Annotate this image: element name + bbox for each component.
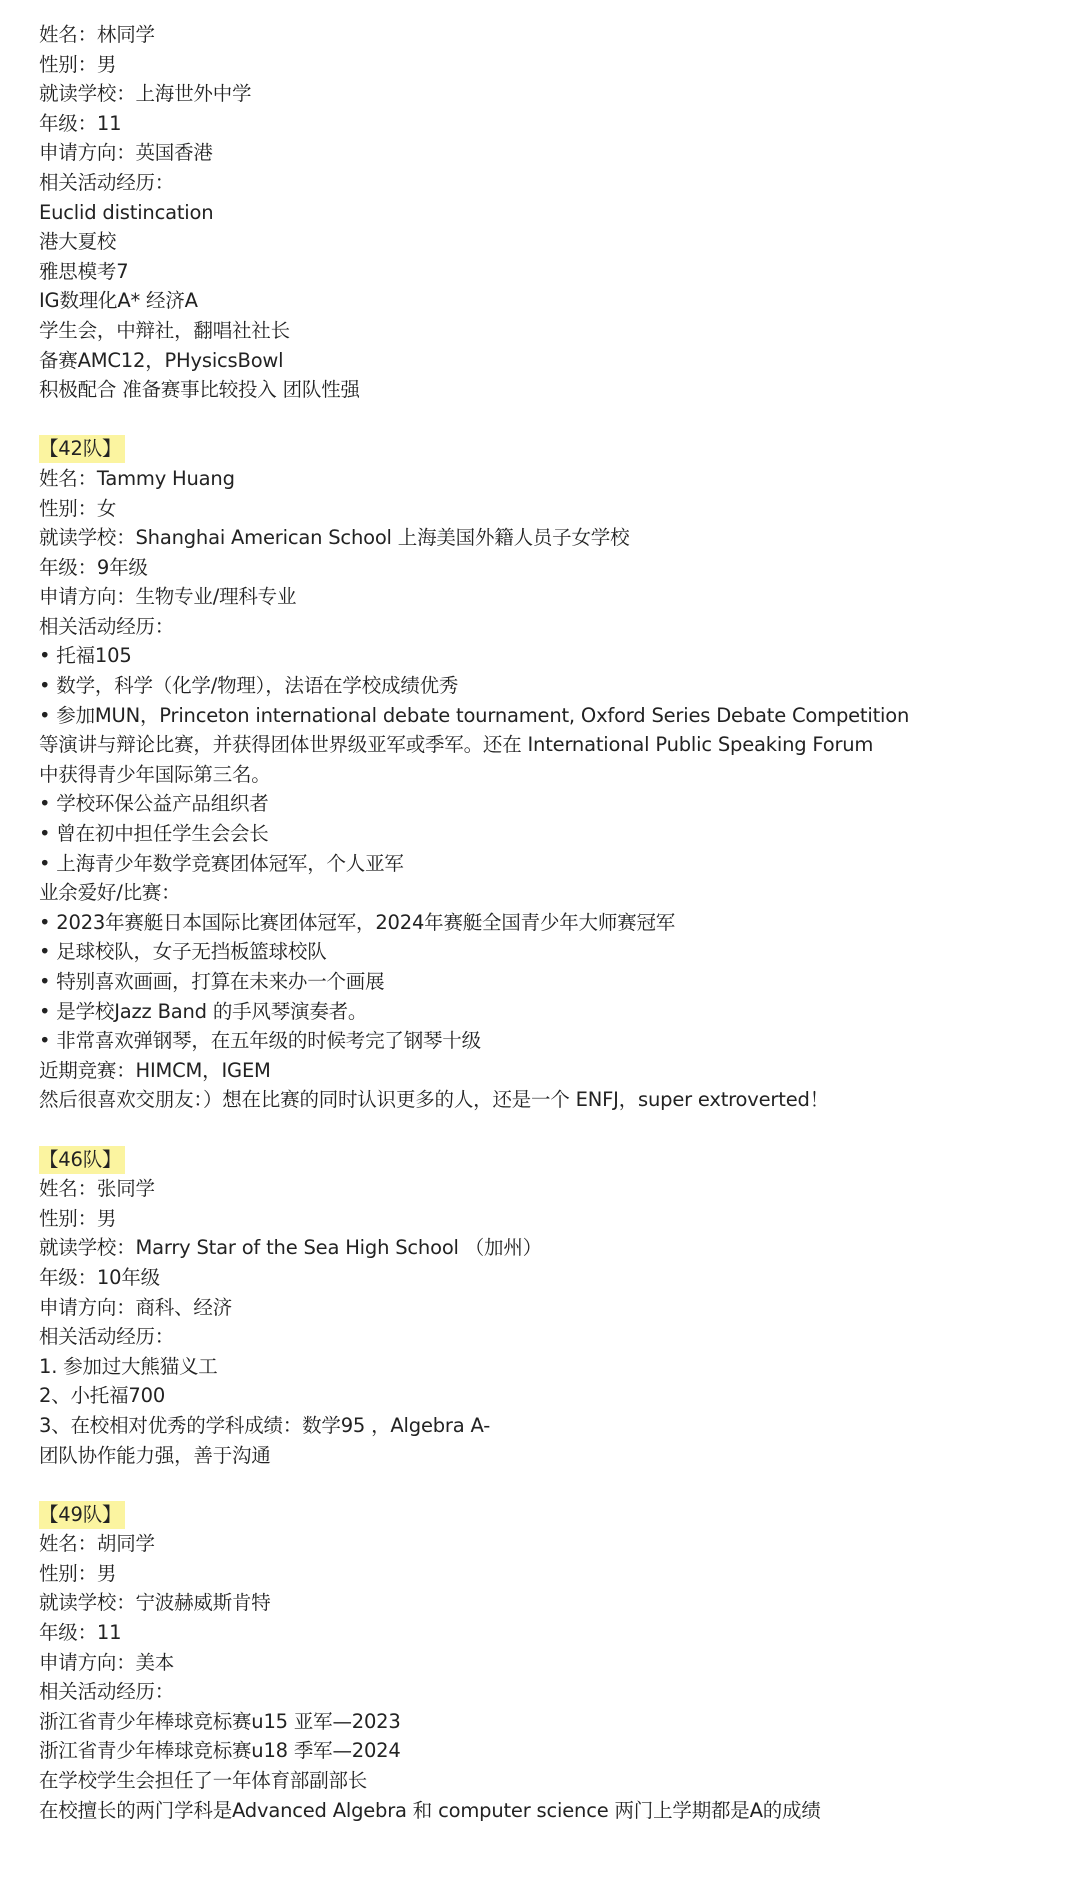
profile-section-lin xyxy=(39,20,1059,405)
grade-line: 年级：11 xyxy=(39,1621,122,1645)
name-line: 姓名：张同学 xyxy=(39,1177,155,1201)
school-line: 就读学校：上海世外中学 xyxy=(39,82,252,106)
hobby-item: • 足球校队，女子无挡板篮球校队 xyxy=(39,940,327,964)
direction-line: 申请方向：英国香港 xyxy=(39,141,213,165)
activity-item: 2、小托福700 xyxy=(39,1384,166,1408)
section-gap xyxy=(39,1115,1059,1145)
activities-heading: 相关活动经历： xyxy=(39,170,175,194)
direction-line: 申请方向：美本 xyxy=(39,1650,175,1674)
activity-item: 积极配合 准备赛事比较投入 团队性强 xyxy=(39,378,360,402)
activities-heading: 相关活动经历： xyxy=(39,1680,175,1704)
activity-item-continued: 等演讲与辩论比赛，并获得团体世界级亚军或季军。还在 International Public Speaking Forum xyxy=(39,733,874,757)
section-gap xyxy=(39,405,1059,435)
activity-item: IG数理化A* 经济A xyxy=(39,289,198,313)
team-label-highlight: 【46队】 xyxy=(39,1146,125,1174)
activity-item: 1. 参加过大熊猫义工 xyxy=(39,1354,218,1378)
activity-item: 在校擅长的两门学科是Advanced Algebra 和 computer science 两门上学期都是A的成绩 xyxy=(39,1798,821,1822)
activity-item-continued: 中获得青少年国际第三名。 xyxy=(39,762,271,786)
name-line: 姓名：Tammy Huang xyxy=(39,466,235,490)
teamwork-line: 团队协作能力强，善于沟通 xyxy=(39,1443,271,1467)
activity-item: 浙江省青少年棒球竞标赛u18 季军—2024 xyxy=(39,1739,401,1763)
activity-item: 雅思模考7 xyxy=(39,259,129,283)
school-line: 就读学校：宁波赫威斯肯特 xyxy=(39,1591,271,1615)
school-line: 就读学校：Shanghai American School 上海美国外籍人员子女学校 xyxy=(39,526,630,550)
activity-item: 港大夏校 xyxy=(39,230,117,254)
hobby-item: • 特别喜欢画画，打算在未来办一个画展 xyxy=(39,970,385,993)
activity-item: • 数学，科学（化学/物理），法语在学校成绩优秀 xyxy=(39,674,459,698)
recent-competitions-line: 近期竞赛：HIMCM，IGEM xyxy=(39,1058,271,1082)
activity-item: • 托福105 xyxy=(39,644,132,668)
activity-item: 学生会，中辩社，翻唱社社长 xyxy=(39,318,290,342)
grade-line: 年级：10年级 xyxy=(39,1265,160,1289)
activity-item: 备赛AMC12，PHysicsBowl xyxy=(39,348,284,372)
personality-line: 然后很喜欢交朋友：）想在比赛的同时认识更多的人，还是一个 ENFJ，super extroverted！ xyxy=(39,1088,829,1112)
hobby-item: • 非常喜欢弹钢琴，在五年级的时候考完了钢琴十级 xyxy=(39,1029,481,1053)
gender-line: 性别：男 xyxy=(39,52,117,76)
hobby-item: • 2023年赛艇日本国际比赛团体冠军，2024年赛艇全国青少年大师赛冠军 xyxy=(39,910,676,934)
gender-line: 性别：男 xyxy=(39,1206,117,1230)
gender-line: 性别：女 xyxy=(39,496,117,520)
section-gap xyxy=(39,1470,1059,1500)
activity-item: • 学校环保公益产品组织者 xyxy=(39,792,269,816)
activities-heading: 相关活动经历： xyxy=(39,1325,175,1349)
team-label-highlight: 【49队】 xyxy=(39,1501,125,1529)
grade-line: 年级：11 xyxy=(39,111,122,135)
activity-item: • 曾在初中担任学生会会长 xyxy=(39,822,269,846)
name-line: 姓名：林同学 xyxy=(39,23,155,46)
direction-line: 申请方向：商科、经济 xyxy=(39,1295,233,1319)
gender-line: 性别：男 xyxy=(39,1561,117,1585)
team-label-highlight: 【42队】 xyxy=(39,435,125,463)
hobbies-heading: 业余爱好/比赛： xyxy=(39,881,181,905)
activity-item: 浙江省青少年棒球竞标赛u15 亚军—2023 xyxy=(39,1709,401,1733)
hobby-item: • 是学校Jazz Band 的手风琴演奏者。 xyxy=(39,999,368,1023)
grade-line: 年级：9年级 xyxy=(39,555,148,579)
activity-item: Euclid distincation xyxy=(39,200,214,224)
profile-section-team-42 xyxy=(39,434,1059,1115)
direction-line: 申请方向：生物专业/理科专业 xyxy=(39,585,297,609)
activity-item: • 上海青少年数学竞赛团体冠军，个人亚军 xyxy=(39,851,404,875)
activity-item: • 参加MUN，Princeton international debate tournament, Oxford Series Debate Competition xyxy=(39,703,910,727)
activities-heading: 相关活动经历： xyxy=(39,614,175,638)
activity-item: 在学校学生会担任了一年体育部副部长 xyxy=(39,1769,368,1793)
name-line: 姓名：胡同学 xyxy=(39,1532,155,1556)
profile-section-team-49 xyxy=(39,1500,1059,1826)
student-profiles-document xyxy=(39,20,1059,1825)
activity-item: 3、在校相对优秀的学科成绩：数学95 ，Algebra A- xyxy=(39,1413,491,1437)
profile-section-team-46 xyxy=(39,1145,1059,1471)
school-line: 就读学校：Marry Star of the Sea High School （加州） xyxy=(39,1236,542,1260)
